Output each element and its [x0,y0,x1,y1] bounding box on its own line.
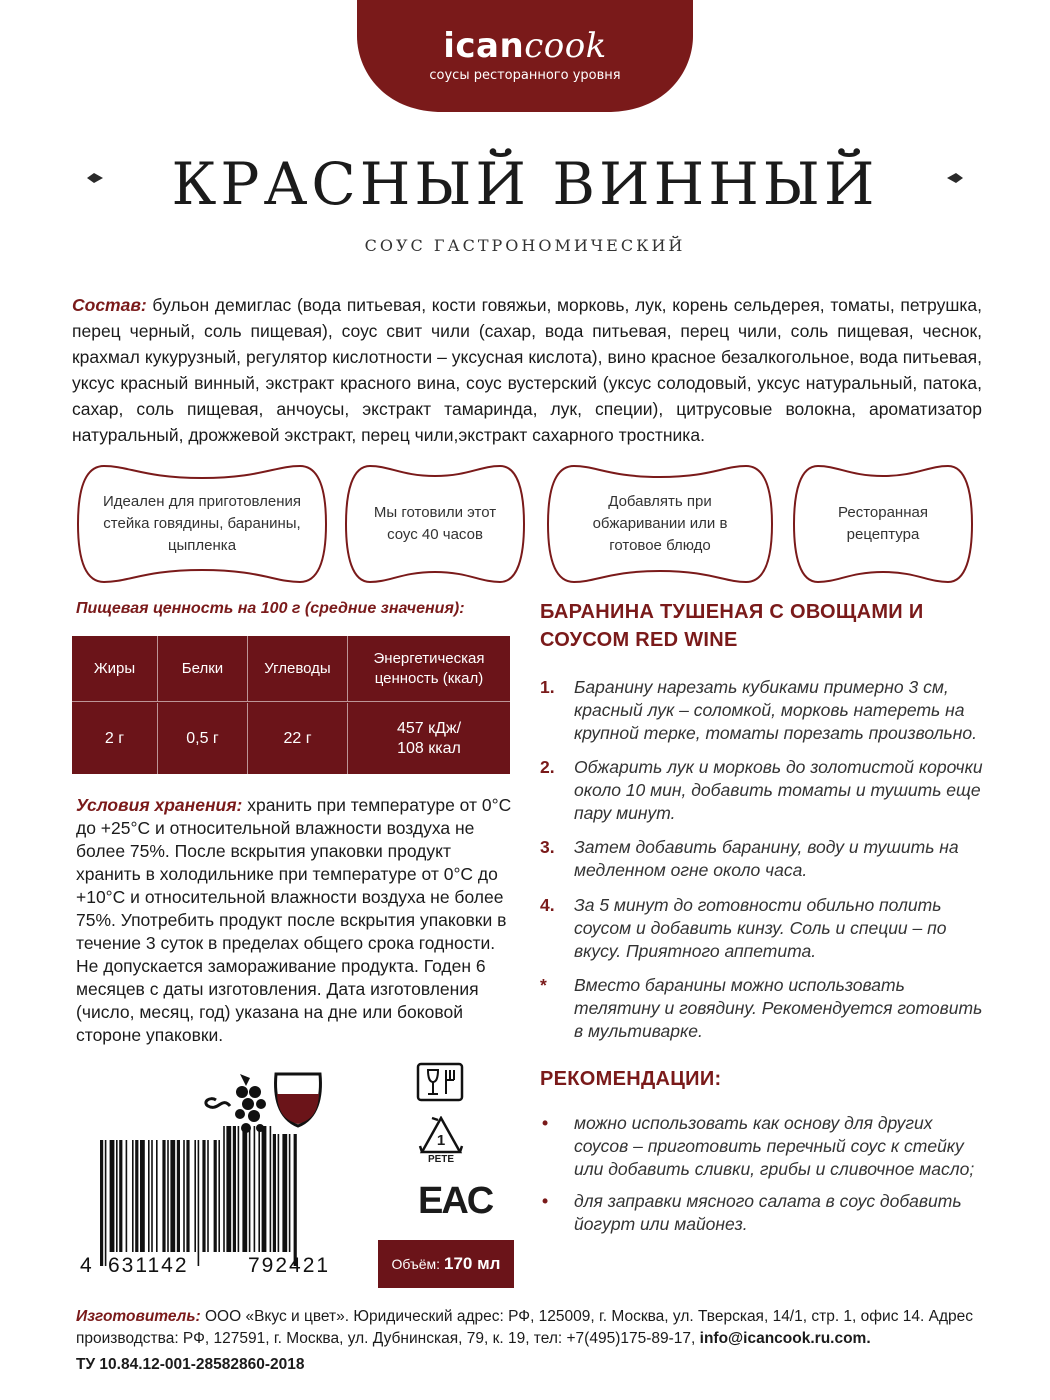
barcode-bar [273,1134,276,1252]
barcode-bar [177,1140,180,1252]
recommendation-text: для заправки мясного салата в соус добавить йогурт или майонез. [574,1191,962,1234]
barcode-bar [226,1126,231,1252]
brand-logo [357,26,693,66]
nutrition-table [72,636,510,774]
recycle-pete-icon [418,1116,464,1168]
title-ornament-right-icon [946,172,964,184]
barcode-digit-group: 631142 [108,1254,189,1277]
nutrition-header-cell: Белки [158,636,248,701]
feature-badge [342,462,528,586]
recipe-note [540,974,990,1043]
storage-conditions [76,794,512,1047]
barcode-bar [156,1140,158,1252]
barcode-number [80,1254,380,1284]
barcode-bar [162,1140,165,1252]
barcode-bar [233,1126,236,1252]
recipe-step-number: 2. [540,757,555,777]
barcode-bar [126,1140,128,1252]
recycle-number: 1 [436,1132,446,1149]
food-safe-icon [416,1062,464,1102]
volume-badge [378,1240,514,1288]
barcode-bar [148,1140,150,1252]
wine-glass-icon [276,1074,321,1126]
feature-text: Идеален для приготовления стейка говядины, баранины, цыпленка [102,493,302,554]
barcode-bar [135,1140,138,1252]
logo-bold-part: ican [443,26,525,66]
barcode-bar [238,1126,240,1252]
barcode-bar [151,1140,153,1252]
barcode-bar [294,1134,297,1266]
recommendation-item [540,1112,990,1181]
barcode-bar [170,1140,175,1252]
barcode-bar [186,1140,189,1252]
barcode-bar [140,1140,145,1252]
barcode-bar [254,1126,256,1252]
barcode-bar [207,1140,209,1252]
nutrition-header-row [72,636,510,702]
barcode-bar [289,1134,291,1252]
manufacturer-email: info@icancook.ru.com. [699,1330,871,1347]
ingredients-text: бульон демиглас (вода питьевая, кости говяжьи, морковь, лук, корень сельдерея, томаты, петрушка, перец черный, соль пищевая), соус свит чили (сахар, вода питьевая, перец чили, соль пищевая, чеснок, крахмал кукурузный, регулятор кислотности – уксусная кислота), вино красное безалкогольное, вода питьевая, уксус красный винный, экстракт красного вина, соус вустерский (уксус солодовый, уксус натуральный, патока, сахар, соль пищевая, анчоусы, экстракт тамаринда, лук, специи), цитрусовые волокна, ароматизатор натуральный, дрожжевой экстракт, перец чили,экстракт сахарного тростника. [72,295,982,445]
nutrition-value-cell: 457 кДж/ 108 ккал [396,719,462,757]
ingredients-block [72,292,982,448]
volume-value: 170 мл [444,1254,501,1273]
barcode-bar [223,1126,225,1252]
recipe-step-text: За 5 минут до готовности обильно полить соусом и добавить кинзу. Соль и специи – по вкусу. Приятного аппетита. [574,895,947,961]
barcode-bar [116,1140,118,1252]
nutrition-title: Пищевая ценность на 100 г (средние значения): [76,600,465,617]
barcode-bar [214,1140,217,1252]
manufacturer-text: ООО «Вкус и цвет». Юридический адрес: РФ, 125009, г. Москва, ул. Тверская, 14/1, стр. 1, офис 14. Адрес производства: РФ, 127591, г. Москва, ул. Дубнинская, 79, к. 19, тел: +7(495)175-89-17, [76,1308,973,1347]
grape-cluster-icon [206,1074,266,1133]
barcode-bar [100,1140,103,1266]
recipe-step-text: Обжарить лук и морковь до золотистой корочки около 10 мин, добавить томаты и тушить еще пару минут. [574,757,983,823]
product-title: КРАСНЫЙ ВИННЫЙ [171,150,879,218]
recycle-label: PETE [427,1154,455,1165]
recipe-step-number: 4. [540,895,555,915]
product-subtitle: СОУС ГАСТРОНОМИЧЕСКИЙ [364,236,686,255]
logo-italic-part: cook [524,26,607,66]
storage-label: Условия хранения: [76,795,243,815]
feature-badge [790,462,976,586]
feature-badge [74,462,330,586]
eac-mark-icon: EAC [418,1180,493,1222]
nutrition-header-cell: Жиры [72,636,158,701]
nutrition-value-cell: 22 г [248,703,348,774]
recipe-step [540,894,990,963]
recommendation-item [540,1190,990,1236]
barcode-bar [202,1140,205,1252]
recipe-note-text: Вместо баранины можно использовать телятину и говядину. Рекомендуется готовить в мультиварке. [574,975,983,1041]
barcode-bar [132,1140,134,1252]
recipe-title: БАРАНИНА ТУШЕНАЯ С ОВОЩАМИ И СОУСОМ RED WINE [540,601,924,651]
barcode-bar [119,1140,122,1252]
volume-label: Объём: [391,1256,441,1272]
barcode-bar [278,1134,280,1252]
recipe-step-number: 1. [540,677,555,697]
tu-code: ТУ 10.84.12-001-28582860-2018 [76,1356,305,1373]
barcode-bar [249,1126,251,1252]
recommendation-text: можно использовать как основу для других соусов – приготовить перечный соус к стейку или добавить сливки, грибы и сливочное масло; [574,1113,975,1179]
brand-logo-tab [357,0,693,112]
feature-text: Мы готовили этот соус 40 часов [373,504,497,543]
barcode-bar [198,1140,200,1266]
recipe-step-text: Затем добавить баранину, воду и тушить на медленном огне около часа. [574,837,959,880]
barcode-bar [262,1126,267,1252]
brand-tagline: соусы ресторанного уровня [429,68,621,83]
recipe-step [540,676,990,745]
feature-text: Добавлять при обжаривании или в готовое блюдо [592,493,728,554]
barcode-bar [167,1140,169,1252]
barcode-bar [242,1126,247,1252]
manufacturer-label: Изготовитель: [76,1308,201,1325]
recommendations-title: РЕКОМЕНДАЦИИ: [540,1068,722,1090]
storage-text: хранить при температуре от 0°С до +25°С и относительной влажности воздуха не более 75%. После вскрытия упаковки продукт хранить в холодильнике при температуре от 0°С до +10°С и относительной влажности воздуха не более 75%. Употребить продукт после вскрытия упаковки в течение 3 суток в пределах общего срока годности. Не допускается замораживание продукта. Годен 6 месяцев с даты изготовления. Дата изготовления (число, месяц, год) указана на дне или боковой стороне упаковки. [76,795,512,1045]
nutrition-value-cell: 0,5 г [158,703,248,774]
nutrition-values-row [72,703,510,774]
feature-badge [544,462,776,586]
barcode-bar [282,1134,287,1252]
feature-text: Ресторанная рецептура [838,504,928,543]
recommendation-bullet: • [542,1113,549,1133]
barcode-bar [183,1140,185,1252]
barcode-digit-group: 4 [80,1254,92,1277]
nutrition-header-cell: Углеводы [248,636,348,701]
barcode-digit-group: 792421 [248,1254,331,1277]
recipe-step-text: Баранину нарезать кубиками примерно 3 см, красный лук – соломкой, морковь натереть на крупной терке, томаты порезать произвольно. [574,677,977,743]
recipe-step [540,756,990,825]
nutrition-value-cell: 2 г [72,703,158,774]
recipe-note-asterisk: * [540,975,547,995]
recipe-step [540,836,990,882]
recipe-step-number: 3. [540,837,555,857]
manufacturer-info [76,1306,1006,1350]
recommendation-bullet: • [542,1191,549,1211]
nutrition-header-cell: Энергетическая ценность (ккал) [373,649,485,687]
ingredients-label: Состав: [72,295,147,315]
barcode-bar [194,1140,196,1252]
barcode-bar [270,1126,272,1252]
barcode-bar [258,1126,260,1252]
barcode-bar [110,1140,115,1252]
barcode-bar [218,1140,220,1252]
barcode-bar [105,1140,107,1266]
